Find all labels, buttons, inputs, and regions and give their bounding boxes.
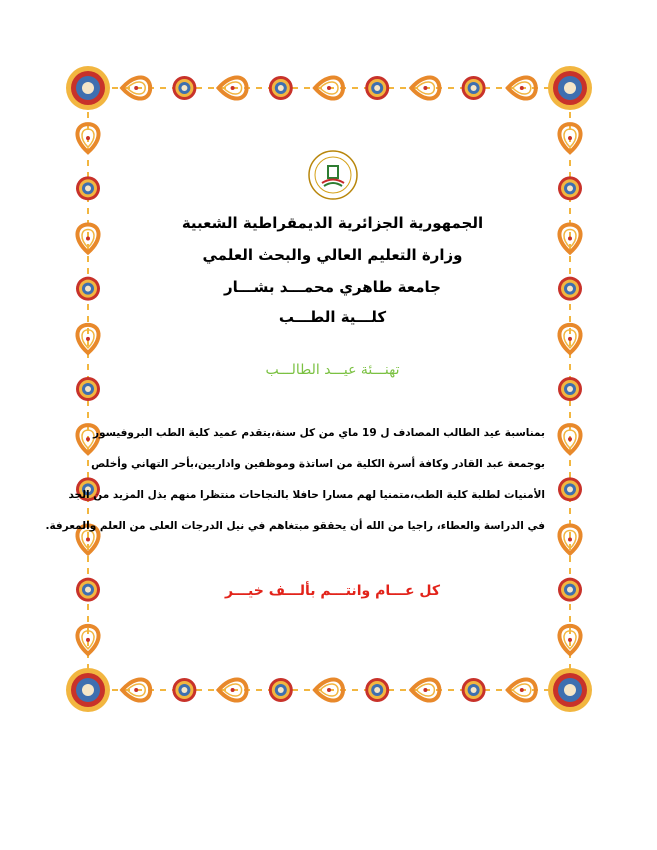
frame-rosette — [365, 76, 389, 100]
frame-rosette — [558, 578, 582, 602]
frame-rosette — [172, 678, 196, 702]
header-faculty: كلـــية الطـــب — [278, 308, 387, 326]
frame-rosette — [558, 176, 582, 200]
frame-corner — [66, 66, 110, 110]
frame-rosette — [462, 678, 486, 702]
header-republic: الجمهورية الجزائرية الديمقراطية الشعبية — [181, 214, 484, 232]
frame-loop — [315, 77, 343, 98]
frame-loop — [122, 77, 150, 98]
frame-rosette — [76, 277, 100, 301]
frame-loop — [508, 77, 536, 98]
message-line: الأمنيات لطلبة كلية الطب،متمنيا لهم مسارا حافلا بالنجاحات منتظرا منهم بذل المزيد من الجد — [68, 489, 545, 501]
frame-loop — [219, 679, 247, 700]
closing-wish: كل عـــام وانتـــم بألـــف خيـــر — [224, 583, 441, 599]
frame-rosette — [558, 377, 582, 401]
frame-loop — [122, 679, 150, 700]
frame-loop — [559, 225, 580, 253]
frame-rosette — [269, 76, 293, 100]
frame-corner — [66, 668, 110, 712]
frame-loop — [508, 679, 536, 700]
frame-corner — [548, 668, 592, 712]
frame-rosette — [558, 277, 582, 301]
message-line: بوجمعة عبد القادر وكافة أسرة الكلية من اساتذة وموظفين واداريين،بأحر التهاني وأخلص — [91, 458, 545, 470]
certificate-content — [45, 140, 545, 660]
frame-corner — [548, 66, 592, 110]
frame-rosette — [365, 678, 389, 702]
frame-loop — [411, 77, 439, 98]
university-seal-icon — [308, 150, 358, 200]
frame-rosette — [76, 578, 100, 602]
frame-rosette — [462, 76, 486, 100]
frame-rosette — [76, 176, 100, 200]
frame-loop — [411, 679, 439, 700]
frame-loop — [77, 225, 98, 253]
frame-rosette — [269, 678, 293, 702]
frame-loop — [559, 526, 580, 554]
greeting-title: تهنـــئة عيـــد الطالـــب — [265, 362, 400, 378]
message-line: في الدراسة والعطاء، راجيا من الله أن يحققو مبتغاهم في نيل الدرجات العلى من العلم والمعرفة. — [45, 520, 545, 532]
frame-rosette — [558, 477, 582, 501]
frame-rosette — [172, 76, 196, 100]
header-ministry: وزارة التعليم العالي والبحث العلمي — [202, 246, 463, 264]
header-university: جامعة طاهري محمـــد بشـــار — [224, 278, 441, 296]
frame-loop — [219, 77, 247, 98]
frame-rosette — [76, 377, 100, 401]
message-line: بمناسبة عيد الطالب المصادف ل 19 ماي من كل سنة،يتقدم عميد كلية الطب البروفيسور — [92, 427, 545, 439]
message-body — [45, 418, 545, 542]
frame-loop — [315, 679, 343, 700]
